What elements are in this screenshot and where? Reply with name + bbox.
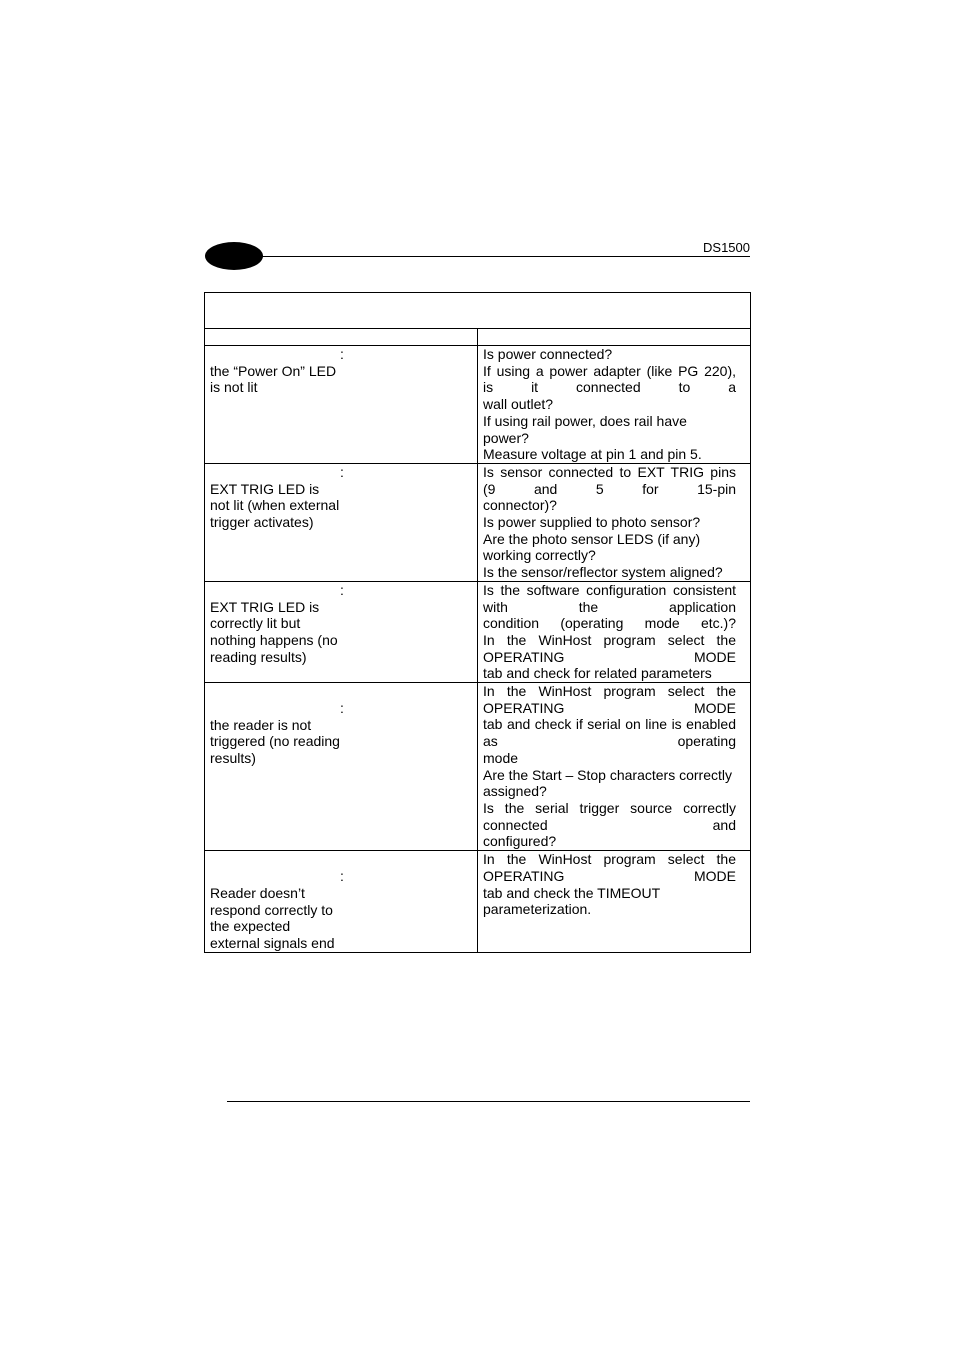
check-line: Are the Start – Stop characters correctly assigned? [483,766,732,800]
table-title [205,293,751,329]
check-line: configured? [483,833,557,850]
problem-line: : [340,700,344,717]
troubleshooting-table [204,292,751,953]
checks-cell [478,346,751,464]
problem-line: is not lit [210,379,258,396]
check-line: Is power supplied to photo sensor? [483,514,701,531]
problem-line: Reader doesn’t [210,884,305,901]
problem-line: the “Power On” LED [210,362,337,379]
table-row [205,581,751,682]
check-line: connector)? [483,497,557,514]
check-line: If using rail power, does rail have power? [483,412,687,446]
check-line: wall outlet? [483,396,554,413]
problem-cell [205,683,478,851]
document-code: DS1500 [703,240,750,255]
check-line: tab and check for related parameters [483,665,712,682]
check-line: mode [483,749,519,766]
footer-rule [227,1101,750,1102]
problem-line: the reader is not [210,716,312,733]
checks-cell [478,683,751,851]
checks-cell [478,851,751,953]
problem-line: : [340,868,344,885]
table-row [205,851,751,953]
check-line: tab and check the TIMEOUT parameterization. [483,884,660,918]
header-rule [240,256,750,257]
check-line: Is sensor connected to EXT TRIG pins (9 and 5 for 15-pin [483,463,736,497]
check-line: Is the serial trigger source correctly connected and [483,799,736,833]
table-header-row [205,329,751,346]
column-header-checks [478,329,751,346]
problem-cell [205,463,478,581]
check-line: Is power connected? [483,346,613,362]
problem-line: EXT TRIG LED is [210,480,320,497]
check-line: If using a power adapter (like PG 220), is it connected to a [483,362,736,396]
problem-line: : [340,581,344,598]
check-line: Are the photo sensor LEDS (if any) working correctly? [483,530,701,564]
checks-cell [478,463,751,581]
problem-line: : [340,463,344,480]
table-title-row [205,293,751,329]
problem-line: respond correctly to [210,901,333,918]
problem-line: : [340,346,344,362]
check-line: Is the software configuration consistent with the application [483,581,736,615]
table-row [205,346,751,464]
problem-cell [205,581,478,682]
table-row [205,463,751,581]
problem-line: nothing happens (no [210,631,338,648]
problem-line: correctly lit but [210,615,301,632]
problem-line: reading results) [210,648,307,665]
check-line: In the WinHost program select the OPERATING MODE [483,851,736,884]
problem-line: results) [210,750,256,767]
problem-line: not lit (when external [210,497,340,514]
check-line: Measure voltage at pin 1 and pin 5. [483,446,702,463]
problem-line: triggered (no reading [210,733,340,750]
problem-line: EXT TRIG LED is [210,598,320,615]
problem-line: trigger activates) [210,514,314,531]
problem-line: external signals end [210,934,335,951]
checks-cell [478,581,751,682]
problem-line: the expected [210,918,291,935]
table-row [205,683,751,851]
check-line: tab and check if serial on line is enabled as operating [483,716,736,750]
check-line: In the WinHost program select the OPERATING MODE [483,683,736,716]
check-line: condition (operating mode etc.)? [483,615,736,632]
problem-cell [205,851,478,953]
check-line: Is the sensor/reflector system aligned? [483,564,723,581]
check-line: In the WinHost program select the OPERATING MODE [483,631,736,665]
problem-cell [205,346,478,464]
column-header-problem [205,329,478,346]
